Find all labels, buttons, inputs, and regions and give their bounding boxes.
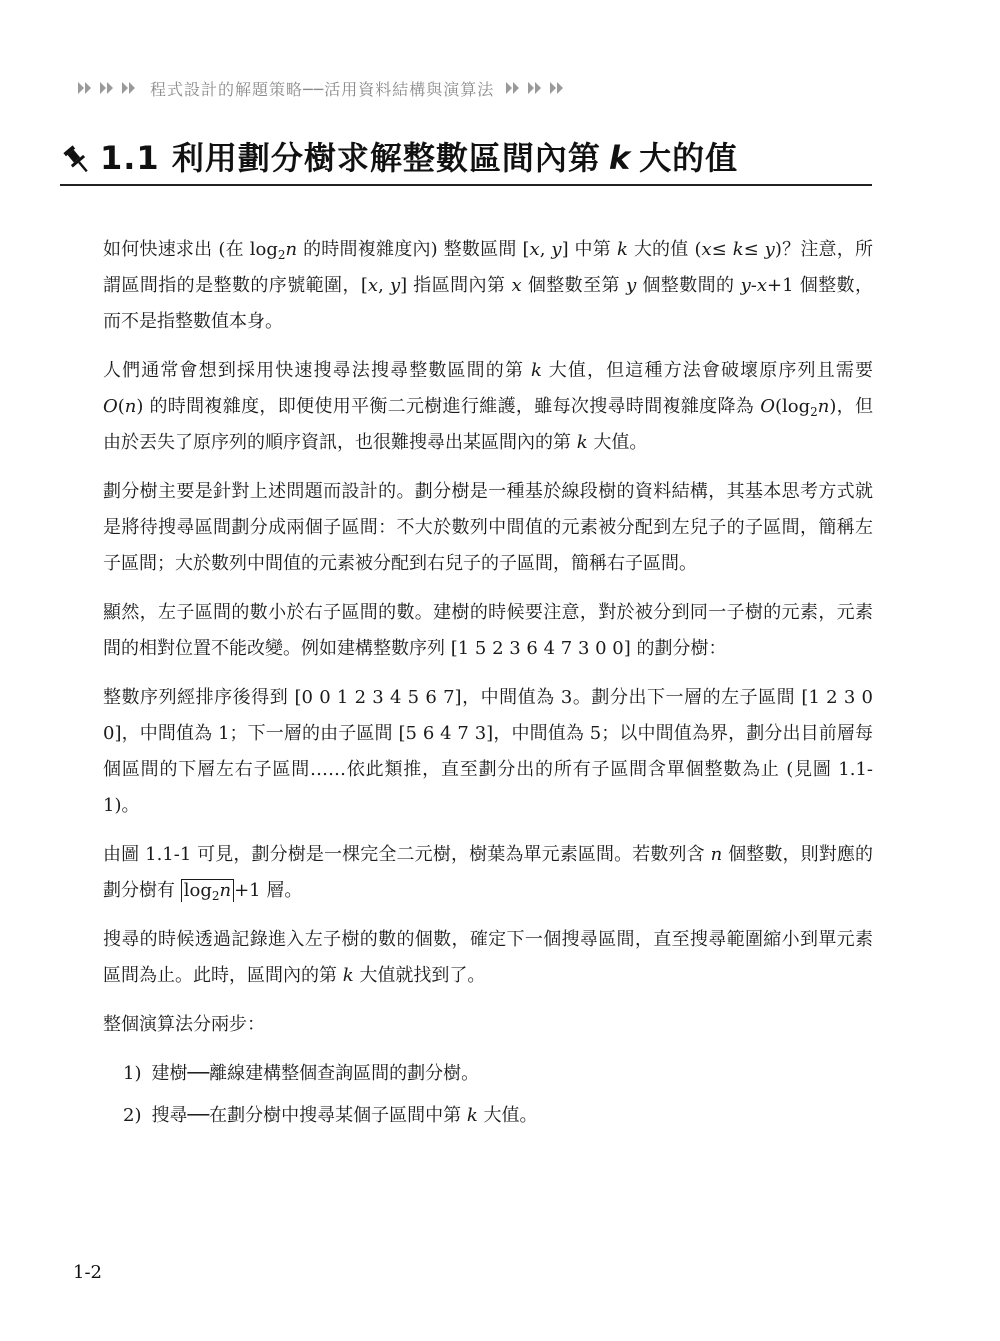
page-number: 1-2 [73,1262,102,1283]
step-number: 2) [123,1105,142,1126]
double-arrow-icon [528,82,544,94]
math-var: y [764,239,775,260]
header-arrows-right [506,82,566,94]
body-content [103,232,873,1140]
list-item [123,1098,873,1134]
ceiling-expression [181,879,234,902]
double-arrow-icon [122,82,138,94]
subscript: 2 [810,405,818,419]
text-run: 大值，但這種方法會破壞原序列且需要 [541,360,873,381]
paragraph-5: 整數序列經排序後得到 [0 0 1 2 3 4 5 6 7]，中間值為 3。劃分出下一層的左子區間 [1 2 3 0 0]，中間值為 1；下一層的由子區間 [5 6 4 7 3]，中間值為 5；以中間值為界，劃分出目前層每個區間的下層左右子區間……依此類推，直至劃分出的所有子區間含單個整數為止 (見圖 1.1-1)。 [103,687,873,816]
math-var: x [529,239,540,260]
text-run: +1 層。 [234,880,303,901]
paragraph-2 [103,353,873,461]
section-title-var: k [608,139,632,177]
text-run: log [183,880,212,901]
math-var: k [530,360,542,381]
math-var: O [103,396,118,417]
text-run: 的時間複雜度內) 整數區間 [ [297,239,530,260]
text-run: 人們通常會想到採用快速搜尋法搜尋整數區間的第 [103,360,531,381]
math-var: n [817,396,830,417]
paragraph-8: 整個演算法分兩步： [103,1014,265,1035]
running-header [78,76,566,100]
running-title: 程式設計的解題策略──活用資料結構與演算法 [150,79,495,99]
text-run: ( [117,396,125,417]
math-var: n [710,844,723,865]
step-text: 搜尋──在劃分樹中搜尋某個子區間中第 [151,1105,467,1126]
text-run: , [539,239,552,260]
step-text: 建樹──離線建構整個查詢區間的劃分樹。 [151,1063,480,1084]
math-var: k [616,239,628,260]
double-arrow-icon [100,82,116,94]
math-var: O [760,396,775,417]
section-title-text-post: 大的值 [639,139,739,177]
section-title-row [60,140,872,186]
double-arrow-icon [550,82,566,94]
step-text: 大值。 [477,1105,538,1126]
paragraph-1 [103,232,873,340]
math-var: k [466,1105,478,1126]
math-var: y [551,239,562,260]
text-run: 個整數間的 [636,275,741,296]
text-run: 個整數至第 [521,275,627,296]
math-var: x [701,239,712,260]
math-var: n [285,239,298,260]
math-var: y [389,275,401,296]
text-run: 如何快速求出 (在 log [103,239,278,260]
text-run: 大的值 ( [627,239,702,260]
math-var: y [740,275,751,296]
text-run: - [750,275,757,296]
text-run: (log [774,396,811,417]
text-run: 由圖 1.1-1 可見，劃分樹是一棵完全二元樹，樹葉為單元素區間。若數列含 [103,844,711,865]
text-run: 個整數，則對應的劃分樹有 [103,844,873,901]
text-run: ] 指區間內第 [400,275,512,296]
text-run: )，但由於丟失了原序列的順序資訊，也很難搜尋出某區間內的第 [103,396,873,453]
double-arrow-icon [506,82,522,94]
text-run: , [378,275,390,296]
math-var: x [756,275,768,296]
math-var: y [626,275,637,296]
paragraph-7 [103,922,873,994]
text-run: 大值。 [587,432,648,453]
text-run: ) 的時間複雜度，即便使用平衡二元樹進行維護，雖每次搜尋時間複雜度降為 [136,396,761,417]
paragraph-6 [103,837,873,909]
subscript: 2 [211,889,220,903]
algorithm-steps [103,1056,873,1134]
text-run: )？注意，所謂區間指的是整數的序號範圍，[ [103,239,874,296]
math-var: k [732,239,744,260]
text-run: ≤ [711,239,733,260]
subscript: 2 [277,248,286,262]
section-title [100,138,738,178]
list-item [123,1056,873,1092]
section-number: 1.1 [100,139,160,177]
paragraph-3: 劃分樹主要是針對上述問題而設計的。劃分樹是一種基於線段樹的資料結構，其基本思考方式就是將待搜尋區間劃分成兩個子區間：不大於數列中間值的元素被分配到左兒子的子區間，簡稱左子區間；大於數列中間值的元素被分配到右兒子的子區間，簡稱右子區間。 [103,481,873,574]
text-run: ≤ [743,239,765,260]
math-var: x [367,275,379,296]
math-var: n [124,396,137,417]
text-run: 大值就找到了。 [353,965,486,986]
header-arrows-left [78,82,138,94]
paragraph-4: 顯然，左子區間的數小於右子區間的數。建樹的時候要注意，對於被分到同一子樹的元素，元素間的相對位置不能改變。例如建構整數序列 [1 5 2 3 6 4 7 3 0 0] 的劃分樹： [103,602,873,659]
text-run: ] 中第 [561,239,617,260]
step-number: 1) [123,1063,142,1084]
pushpin-icon [60,142,94,178]
math-var: x [511,275,522,296]
text-run: +1 個整數，而不是指整數值本身。 [103,275,873,332]
section-title-text-pre: 利用劃分樹求解整數區間內第 [171,139,601,177]
text-run: 搜尋的時候透過記錄進入左子樹的數的個數，確定下一個搜尋區間，直至搜尋範圍縮小到單元素區間為止。此時，區間內的第 [103,929,873,986]
math-var: k [576,432,588,453]
math-var: k [342,965,354,986]
math-var: n [219,880,232,901]
double-arrow-icon [78,82,94,94]
